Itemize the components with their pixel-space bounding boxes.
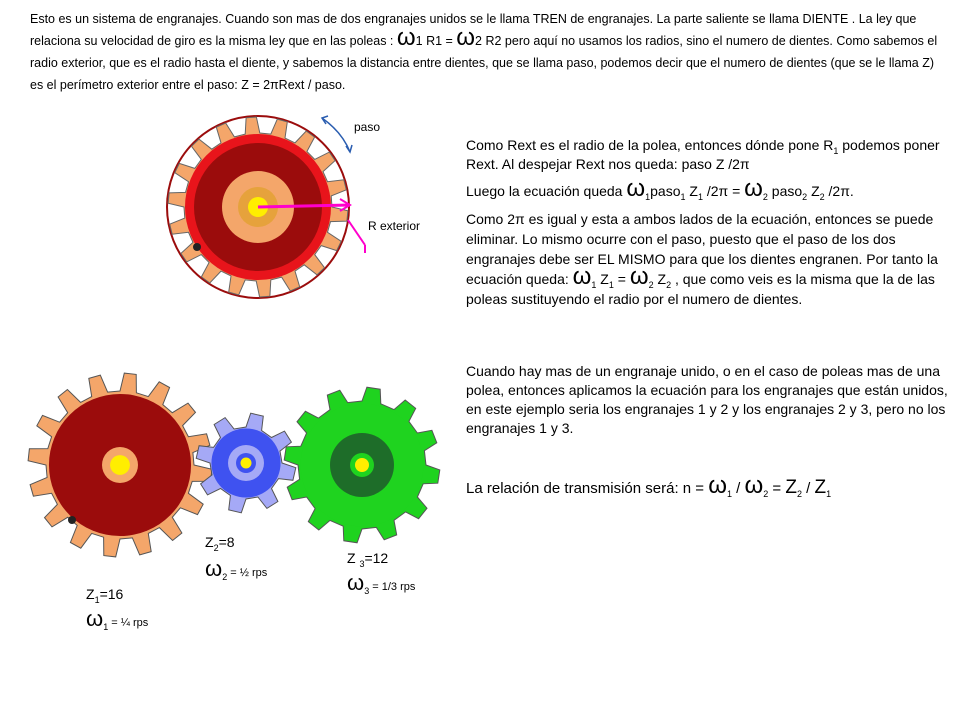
gear3-z-label: Z $_3$=12 [347, 550, 389, 569]
intro-eq-2: 2 R2 [475, 34, 502, 48]
gear1-omega-label: $\omega_1$ = ¼ rps [86, 606, 149, 632]
omega-symbol: ω [744, 175, 763, 202]
omega-symbol: ω [629, 263, 649, 290]
gear-3-axle-top [355, 458, 369, 472]
transmission-ratio: La relación de transmisión será: $n = \omega_1 / \omega_2 = Z_2 / Z_1$ [466, 472, 832, 499]
omega-symbol: ω [744, 472, 764, 499]
main-gear-dot [193, 243, 201, 251]
omega-symbol: ω [456, 24, 476, 51]
large-gear-diagram [167, 116, 365, 298]
radius-pointer [348, 220, 365, 245]
omega-symbol: ω [708, 472, 727, 499]
right-paragraph-3: Como 2π es igual y esta a ambos lados de la ecuación, entonces se puede eliminar. Lo mismo ocurre con el paso, puesto que el paso de los dos engranajes debe ser EL MISMO para que los dientes engranen. Por tanto la ecuación queda: $\omega_1$ $Z_1 = \omega_2$ $Z_2$ , que como veis es la misma que la de las poleas sustituyendo el radio por el numero de dientes. [466, 211, 938, 307]
gear-1 [28, 373, 212, 557]
gear-1-axle [110, 455, 130, 475]
right-paragraph-2: Luego la ecuación queda $\omega_1paso_1$ $Z_1$ $/2\pi = \omega_2$ paso$_2$ $Z_2$ /2π. [466, 175, 854, 202]
paso-label: paso [354, 120, 381, 134]
omega-symbol: ω [205, 556, 223, 581]
gear2-omega-label: $\omega_2$ = ½ rps [205, 556, 268, 582]
gear-2 [196, 413, 296, 513]
gear-2-axle [241, 458, 252, 469]
omega-symbol: ω [626, 175, 646, 202]
right-paragraph-4: Cuando hay mas de un engranaje unido, o en el caso de poleas mas de una polea, entonces aplicamos la ecuación para los engranajes que están unidos, en este ejemplo seria los engranajes 1 y 2 y los engranajes 2 y 3, pero no los engranajes 1 y 3. [466, 363, 948, 436]
omega-symbol: ω [572, 263, 592, 290]
intro-text-2: pero aquí no usamos los radios, sino el numero de dientes. Como sabemos el radio exterior, que es el radio hasta el diente, y sabemos la distancia entre dientes, que se llama paso, podemos decir que el numero de dientes (que se le llama Z) es el perímetro exterior entre el paso: Z = 2πRext / paso. [30, 34, 938, 92]
intro-eq-1: 1 R1 = [415, 34, 457, 48]
gear1-z-label: $Z_1=16$ [86, 586, 124, 605]
gear3-omega-label: $\omega_3 = 1/3$ rps [347, 570, 416, 596]
gear-1-dot [68, 516, 76, 524]
right-paragraph-1: Como Rext es el radio de la polea, entonces dónde pone $R_1$ podemos poner Rext. Al despejar Rext nos queda: paso Z /2π [466, 137, 940, 172]
gear-train-diagram [28, 373, 440, 557]
omega-symbol: ω [347, 570, 365, 595]
r-exterior-label: R exterior [368, 219, 421, 233]
omega-symbol: ω [86, 606, 104, 631]
radius-line [258, 205, 350, 207]
omega-symbol: ω [396, 24, 416, 51]
gear2-z-label: $Z_2=8$ [205, 534, 235, 553]
intro-text-1: Esto es un sistema de engranajes. Cuando son mas de dos engranajes unidos se le llama TREN de engranajes. La parte saliente se llama DIENTE . La ley que relaciona su velocidad de giro es la misma ley que en las poleas : [30, 12, 917, 48]
